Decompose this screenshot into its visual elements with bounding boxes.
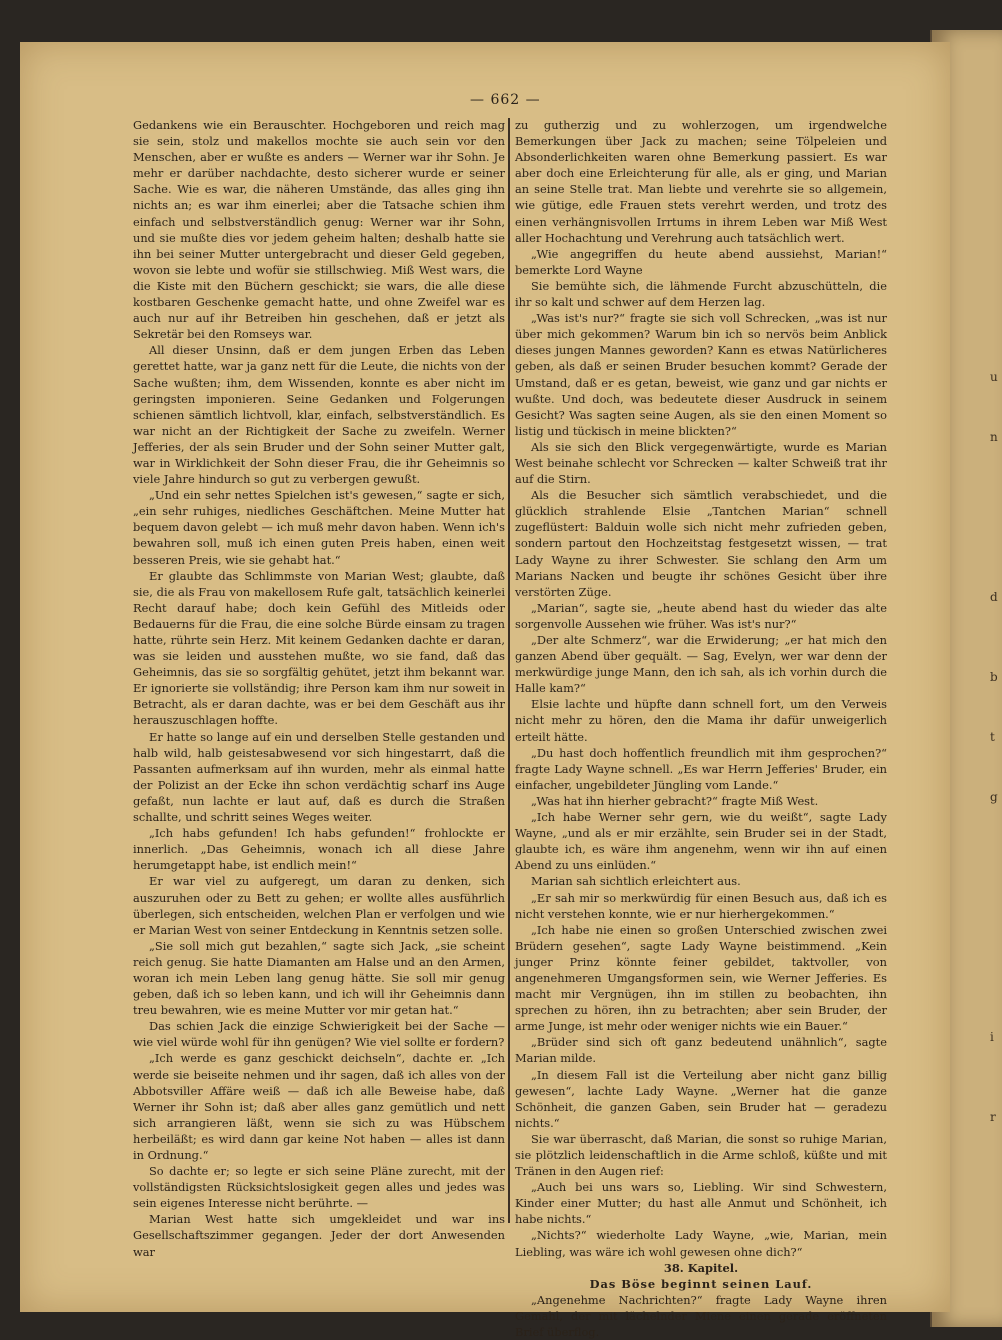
paragraph: Sie war überrascht, daß Marian, die sonst so ruhige Marian, sie plötzlich leidenschaftlich in die Arme schloß, küßte und mit Tränen in den Augen rief: (515, 1131, 887, 1179)
paragraph: Als die Besucher sich sämtlich verabschiedet, und die glücklich strahlende Elsie „Tantchen Marian“ schnell zugeflüstert: Balduin wolle sich nicht mehr zufrieden geben, sondern partout den Hochzeitstag festgesetzt wissen, — trat Lady Wayne zu ihrer Schwester. Sie schlang den Arm um Marians Nacken und beugte ihr schönes Gesicht über ihre verstörten Züge. (515, 488, 887, 599)
paragraph: Das schien Jack die einzige Schwierigkeit bei der Sache — wie viel würde wohl für ihn genügen? Wie viel sollte er fordern? (133, 1019, 505, 1050)
paragraph: All dieser Unsinn, daß er dem jungen Erben das Leben gerettet hatte, war ja ganz nett für die Leute, die nichts von der Sache wußten; ihm, dem Wissenden, konnte es aber nicht im geringsten imponieren. Seine Gedanken und Folgerungen schienen sämtlich lichtvoll, klar, einfach, selbstverständlich. Es war nicht an der Richtigkeit der Sache zu zweifeln. Werner Jefferies, der als sein Bruder und der Sohn seiner Mutter galt, war in Wirklichkeit der Sohn dieser Frau, die ihr Geheimnis so viele Jahre hindurch so gut zu verbergen gewußt. (133, 343, 505, 487)
paragraph: Elsie lachte und hüpfte dann schnell fort, um den Verweis nicht mehr zu hören, den die Mama ihr dafür unweigerlich erteilt hätte. (515, 697, 887, 744)
paragraph: Er war viel zu aufgeregt, um daran zu denken, sich auszuruhen oder zu Bett zu gehen; er wollte alles ausführlich überlegen, sich entscheiden, welchen Plan er verfolgen und wie er Marian West von seiner Entdeckung in Kenntnis setzen solle. (133, 874, 505, 937)
margin-fragment: i (990, 1030, 994, 1044)
margin-fragment: n (990, 430, 998, 444)
paragraph: „Was hat ihn hierher gebracht?“ fragte Miß West. (531, 793, 819, 808)
chapter-title: Das Böse beginnt seinen Lauf. (589, 1276, 813, 1291)
paragraph: Marian West hatte sich umgekleidet und war ins Gesellschaftszimmer gegangen. Jeder der dort Anwesenden war (133, 1212, 505, 1259)
paragraph: „Ich habe nie einen so großen Unterschied zwischen zwei Brüdern gesehen“, sagte Lady Wayne beistimmend. „Kein junger Prinz könnte feiner gebildet, taktvoller, von angenehmeren Umgangsformen sein, wie Werner Jefferies. Es macht mir Vergnügen, ihn im stillen zu beobachten, ihn sprechen zu hören, ihn zu betrachten; aber sein Bruder, der arme Junge, ist mehr oder weniger nichts wie ein Bauer.“ (515, 922, 887, 1034)
left-text-column (133, 117, 505, 1259)
paragraph: „Ich habs gefunden! Ich habs gefunden!“ frohlockte er innerlich. „Das Geheimnis, wonach ich all diese Jahre herumgetappt habe, ist endlich mein!“ (133, 826, 505, 873)
paragraph: „Sie soll mich gut bezahlen,“ sagte sich Jack, „sie scheint reich genug. Sie hatte Diamanten am Halse und an den Armen, woran ich mein Leben lang genug hätte. Sie soll mir genug geben, daß ich so leben kann, und ich will ihr Geheimnis dann treu bewahren, wie es meine Mutter vor mir getan hat.“ (133, 938, 505, 1018)
paragraph: „Wie angegriffen du heute abend aussiehst, Marian!“ bemerkte Lord Wayne (515, 246, 887, 277)
right-text-column (515, 117, 887, 1340)
margin-fragment: r (990, 1110, 996, 1124)
margin-fragment: d (990, 590, 998, 604)
paragraph: „Was ist's nur?“ fragte sie sich voll Schrecken, „was ist nur über mich gekommen? Warum bin ich so nervös beim Anblick dieses jungen Mannes geworden? Kann es etwas Natürlicheres geben, als daß er seinen Bruder besuchen kommt? Gerade der Umstand, daß er es getan, beweist, wie ganz und gar nichts er wußte. Und doch, was bedeutete dieser Ausdruck in seinem Gesicht? Was sagten seine Augen, als sie den einen Moment so listig und tückisch in meine blickten?“ (515, 311, 887, 438)
paragraph: „In diesem Fall ist die Verteilung aber nicht ganz billig gewesen“, lachte Lady Wayne. „Werner hat die ganze Schönheit, die ganzen Gaben, sein Bruder hat — geradezu nichts.“ (515, 1067, 887, 1130)
paragraph: So dachte er; so legte er sich seine Pläne zurecht, mit der vollständigsten Rücksichtslosigkeit gegen alles und jedes was sein eigenes Interesse nicht berührte. — (133, 1164, 505, 1211)
paragraph: Gedankens wie ein Berauschter. Hochgeboren und reich mag sie sein, stolz und makellos mochte sie auch sein vor den Menschen, aber er wußte es anders — Werner war ihr Sohn. Je mehr er darüber nachdachte, desto sicherer wurde er seiner Sache. Wie es war, die näheren Umstände, das alles ging ihn nichts an; es war ihm einerlei; aber die Tatsache schien ihm einfach und selbstverständlich genug: Werner war ihr Sohn, und sie mußte dies vor jedem geheim halten; deshalb hatte sie ihn bei seiner Mutter untergebracht und dieser Geld gegeben, wovon sie lebte und wofür sie stillschwieg. Miß West wars, die die Kiste mit den Büchern geschickt; sie wars, die alle diese kostbaren Geschenke gemacht hatte, und ohne Zweifel war es auch nur auf ihr Betreiben hin geschehen, daß er jetzt als Sekretär bei den Romseys war. (133, 118, 505, 342)
paragraph: „Er sah mir so merkwürdig für einen Besuch aus, daß ich es nicht verstehen konnte, wie er nur hierhergekommen.“ (515, 890, 887, 921)
paragraph: „Ich habe Werner sehr gern, wie du weißt“, sagte Lady Wayne, „und als er mir erzählte, sein Bruder sei in der Stadt, glaubte ich, es wäre ihm angenehm, wenn wir ihn auf einen Abend zu uns einlüden.“ (515, 810, 887, 873)
page-number: — 662 — (470, 92, 541, 108)
column-divider (508, 118, 510, 1223)
paragraph: Sie bemühte sich, die lähmende Furcht abzuschütteln, die ihr so kalt und schwer auf dem Herzen lag. (515, 278, 887, 310)
paragraph: „Auch bei uns wars so, Liebling. Wir sind Schwestern, Kinder einer Mutter; du hast alle Anmut und Schönheit, ich habe nichts.“ (515, 1180, 887, 1227)
paragraph: „Ich werde es ganz geschickt deichseln“, dachte er. „Ich werde sie beiseite nehmen und ihr sagen, daß ich alles von der Abbotsviller Affäre weiß — daß ich alle Beweise habe, daß Werner ihr Sohn ist; daß aber alles ganz gemütlich und nett sich arrangieren läßt, wenn sie sich zu was Hübschem herbeiläßt; es wird dann gar keine Not haben — alles ist dann in Ordnung.“ (133, 1051, 505, 1162)
paragraph: Als sie sich den Blick vergegenwärtigte, wurde es Marian West beinahe schlecht vor Schrecken — kalter Schweiß trat ihr auf die Stirn. (515, 439, 887, 487)
paragraph: „Angenehme Nachrichten?“ fragte Lady Wayne ihren Gemahl, der mit lächelnder Miene einen gerade eröffneten Brief überflog. (515, 1292, 887, 1340)
right-paragraphs-after-chapter (515, 1292, 887, 1340)
paragraph: Er glaubte das Schlimmste von Marian West; glaubte, daß sie, die als Frau von makellosem Rufe galt, tatsächlich keinerlei Recht darauf habe; doch kein Gefühl des Mitleids oder Bedauerns für die Frau, die eine solche Bürde einsam zu tragen hatte, rührte sein Herz. Mit keinem Gedanken dachte er daran, was sie leiden und ausstehen mußte, wo sie fand, daß das Geheimnis, das sie so sorgfältig gehütet, jetzt ihm bekannt war. Er ignorierte sie vollständig; ihre Person kam ihm nur soweit in Betracht, als er daran dachte, was er bei dem Geschäft aus ihr herauszuschlagen hoffte. (133, 568, 505, 728)
chapter-number: 38. Kapitel. (663, 1260, 739, 1275)
paragraph: Er hatte so lange auf ein und derselben Stelle gestanden und halb wild, halb geistesabwesend vor sich hingestarrt, daß die Passanten aufmerksam auf ihn wurden, mehr als einmal hatte der Polizist an der Ecke ihn schon verdächtig scharf ins Auge gefaßt, nun lachte er laut auf, daß es durch die Straßen schallte, und schritt seines Weges weiter. (133, 729, 505, 825)
paragraph: „Der alte Schmerz“, war die Erwiderung; „er hat mich den ganzen Abend über gequält. — Sag, Evelyn, wer war denn der merkwürdige junge Mann, den ich sah, als ich vorhin durch die Halle kam?“ (515, 633, 887, 696)
paragraph: „Du hast doch hoffentlich freundlich mit ihm gesprochen?“ fragte Lady Wayne schnell. „Es war Herrn Jefferies' Bruder, ein einfacher, ungebildeter Jüngling vom Lande.“ (515, 745, 887, 792)
margin-fragment: t (990, 730, 995, 744)
paragraph: „Nichts?“ wiederholte Lady Wayne, „wie, Marian, mein Liebling, was wäre ich wohl gewesen ohne dich?“ (515, 1228, 887, 1259)
margin-fragment: b (990, 670, 998, 684)
margin-fragment: u (990, 370, 998, 384)
paragraph: „Brüder sind sich oft ganz bedeutend unähnlich“, sagte Marian milde. (515, 1035, 887, 1066)
margin-fragment: g (990, 790, 998, 804)
right-paragraphs (515, 117, 887, 1260)
paragraph: zu gutherzig und zu wohlerzogen, um irgendwelche Bemerkungen über Jack zu machen; seine Tölpeleien und Absonderlichkeiten waren ohne Bemerkung passiert. Es war aber doch eine Erleichterung für alle, als er ging, und Marian an seine Stelle trat. Man liebte und verehrte sie so allgemein, wie gütige, edle Frauen stets verehrt werden, und trotz des einen verhängnisvollen Irrtums in ihrem Leben war Miß West aller Hochachtung und Verehrung auch tatsächlich wert. (515, 118, 887, 245)
paragraph: „Marian“, sagte sie, „heute abend hast du wieder das alte sorgenvolle Aussehen wie früher. Was ist's nur?“ (515, 600, 887, 631)
paragraph: „Und ein sehr nettes Spielchen ist's gewesen,“ sagte er sich, „ein sehr ruhiges, niedliches Geschäftchen. Meine Mutter hat bequem davon gelebt — ich muß mehr davon haben. Wenn ich's bewahren soll, muß ich einen guten Preis haben, einen weit besseren Preis, wie sie gehabt hat.“ (133, 488, 505, 567)
paragraph: Marian sah sichtlich erleichtert aus. (531, 874, 741, 889)
